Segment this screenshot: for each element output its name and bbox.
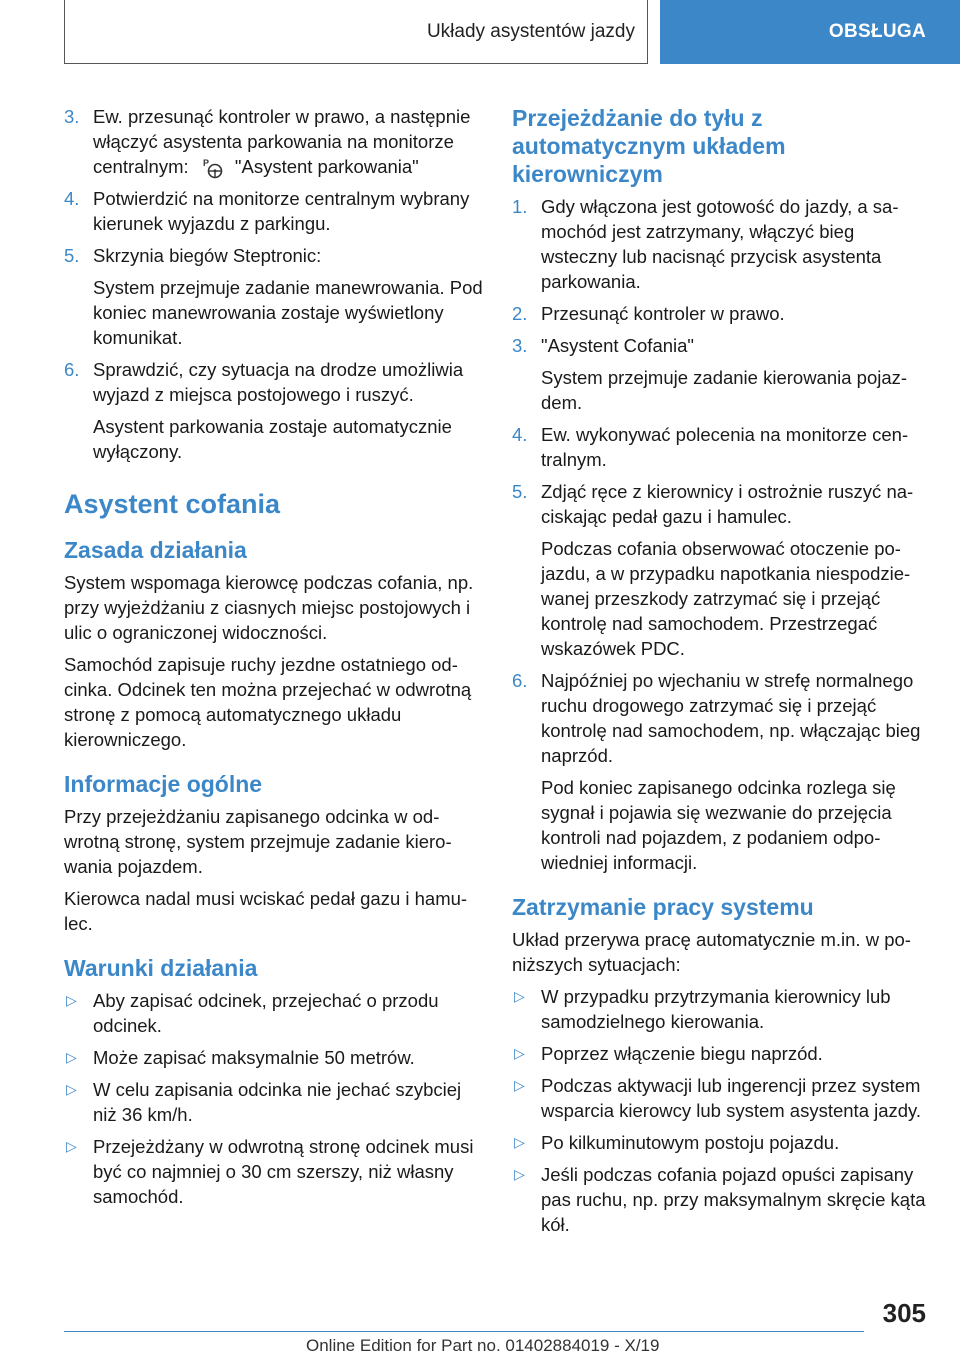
bullet-item	[64, 1077, 484, 1127]
step-number: 2.	[512, 303, 528, 324]
header-section-title: Układy asystentów jazdy	[64, 0, 648, 64]
bullet-text: Może zapisać maksymalnie 50 metrów.	[93, 1047, 415, 1069]
paragraph: Układ przerywa pracę automatycznie m.in. w poniższych sytuacjach:	[512, 929, 911, 975]
step-item	[512, 668, 928, 768]
step-item	[512, 422, 928, 472]
subsection-heading: Warunki działania	[64, 955, 258, 982]
bullet-text: W celu zapisania odcinka nie jechać szybciej niż 36 km/h.	[93, 1079, 462, 1126]
step-text: "Asystent Cofania"	[541, 335, 694, 356]
paragraph: Samochód zapisuje ruchy jezdne ostatniego odcinka. Odcinek ten można przejechać w odwrotną stronę z pomocą automatycznego układu kierowniczego.	[64, 654, 472, 751]
bullet-text: Podczas aktywacji lub ingerencji przez system wsparcia kierowcy lub system asystenta jazdy.	[541, 1075, 922, 1121]
step-subtext: Podczas cofania obserwować otoczenie pojazdu, a w przypadku napotkania niespodziewanej przeszkody zatrzymać się i przejąć kontrolę nad samochodem. Przestrzegać wskazówek PDC.	[541, 538, 911, 659]
section-heading: Asystent cofania	[64, 489, 281, 520]
step-number: 6.	[512, 670, 528, 691]
step-item	[512, 194, 928, 294]
triangle-bullet-icon: ▷	[66, 992, 77, 1009]
bullet-text: Jeśli podczas cofania pojazd opuści zapisany pas ruchu, np. przy maksymalnym skręcie kąta kół.	[541, 1164, 926, 1235]
bullet-text: Poprzez włączenie biegu naprzód.	[541, 1043, 823, 1064]
step-item	[64, 243, 484, 268]
triangle-bullet-icon: ▷	[514, 1166, 525, 1182]
step-text: Przesunąć kontroler w prawo.	[541, 303, 785, 324]
triangle-bullet-icon: ▷	[66, 1049, 77, 1066]
bullet-item	[512, 984, 928, 1034]
bullet-text: Aby zapisać odcinek, przejechać o przodu odcinek.	[93, 990, 439, 1037]
step-item	[512, 301, 928, 326]
subsection-heading: Zatrzymanie pracy systemu	[512, 894, 814, 920]
step-subtext: Asystent parkowania zostaje automatycznie wyłączony.	[93, 416, 452, 463]
left-column	[64, 104, 484, 1216]
step-number: 4.	[512, 424, 528, 445]
step-number: 3.	[512, 335, 528, 356]
bullet-item	[64, 1045, 484, 1070]
step-text: Zdjąć ręce z kierownicy i ostrożnie ruszyć naciskając pedał gazu i hamulec.	[541, 481, 914, 527]
step-subtext: System przejmuje zadanie manewrowania. Pod koniec manewrowania zostaje wyświetlony komunikat.	[93, 277, 483, 349]
triangle-bullet-icon: ▷	[514, 1077, 525, 1093]
bullet-text: W przypadku przytrzymania kierownicy lub samodzielnego kierowania.	[541, 986, 891, 1032]
step-text: Potwierdzić na monitorze centralnym wybrany kierunek wyjazdu z parkingu.	[93, 188, 470, 235]
page-number: 305	[882, 1298, 926, 1328]
triangle-bullet-icon: ▷	[66, 1138, 77, 1155]
step-item	[64, 186, 484, 236]
step-number: 5.	[512, 481, 528, 502]
right-column	[512, 104, 928, 1244]
subsection-heading: Przejeżdżanie do tyłu z automatycznym układem kierowniczym	[512, 105, 786, 187]
step-number: 6.	[64, 359, 80, 381]
paragraph: System wspomaga kierowcę podczas cofania, np. przy wyjeżdżaniu z ciasnych miejsc postojowych i ulic o ograniczonej widoczności.	[64, 572, 474, 644]
step-number: 1.	[512, 196, 528, 217]
step-item	[64, 357, 484, 407]
svg-text:P: P	[202, 158, 209, 169]
step-subtext: System przejmuje zadanie kierowania pojazdem.	[541, 367, 908, 413]
step-number: 3.	[64, 106, 80, 127]
triangle-bullet-icon: ▷	[514, 1134, 525, 1150]
paragraph: Przy przejeżdżaniu zapisanego odcinka w odwrotną stronę, system przejmuje zadanie kierowania pojazdem.	[64, 806, 452, 878]
step-subtext: Pod koniec zapisanego odcinka rozlega się sygnał i pojawia się wezwanie do przejęcia kontroli nad pojazdem, z podaniem odpowiedniej informacji.	[541, 777, 896, 873]
bullet-text: Przejeżdżany w odwrotną stronę odcinek musi być co najmniej o 30 cm szerszy, niż własny samochód.	[93, 1136, 474, 1208]
step-text: Najpóźniej po wjechaniu w strefę normalnego ruchu drogowego zatrzymać się i przejąć kontrolę nad samochodem, np. włączając bieg naprzód.	[541, 670, 921, 766]
subsection-heading: Zasada działania	[64, 537, 247, 564]
bullet-item	[512, 1041, 928, 1066]
bullet-item	[512, 1130, 928, 1155]
step-item	[512, 479, 928, 529]
step-item	[512, 333, 928, 358]
paragraph: Kierowca nadal musi wciskać pedał gazu i hamulec.	[64, 888, 468, 935]
step-text: Skrzynia biegów Steptronic:	[93, 245, 322, 267]
bullet-item	[512, 1162, 928, 1237]
bullet-item	[64, 988, 484, 1038]
triangle-bullet-icon: ▷	[514, 1045, 525, 1061]
bullet-text: Po kilkuminutowym postoju pojazdu.	[541, 1132, 840, 1153]
parking-assistant-icon	[202, 157, 224, 179]
bullet-item	[512, 1073, 928, 1123]
header-chapter-tab[interactable]: OBSŁUGA	[660, 0, 960, 64]
footer-divider	[64, 1331, 864, 1332]
subsection-heading: Informacje ogólne	[64, 771, 263, 798]
step-number: 5.	[64, 245, 80, 267]
step-text: Ew. wykonywać polecenia na monitorze centralnym.	[541, 424, 909, 470]
step-text: Ew. przesunąć kontroler w prawo, a następnie włączyć asystenta parkowania na monitorze centralnym:	[93, 106, 471, 177]
bullet-item	[64, 1134, 484, 1209]
step-number: 4.	[64, 188, 80, 210]
footer-edition: Online Edition for Part no. 01402884019 - X/19	[306, 1336, 660, 1355]
step-text: Sprawdzić, czy sytuacja na drodze umożliwia wyjazd z miejsca postojowego i ruszyć.	[93, 359, 464, 406]
triangle-bullet-icon: ▷	[514, 988, 525, 1004]
triangle-bullet-icon: ▷	[66, 1081, 77, 1098]
step-text-quote: "Asystent parkowania"	[234, 156, 419, 177]
step-text: Gdy włączona jest gotowość do jazdy, a samochód jest zatrzymany, włączyć bieg wsteczny lub nacisnąć przycisk asystenta parkowania.	[541, 196, 899, 292]
step-item	[64, 104, 484, 179]
